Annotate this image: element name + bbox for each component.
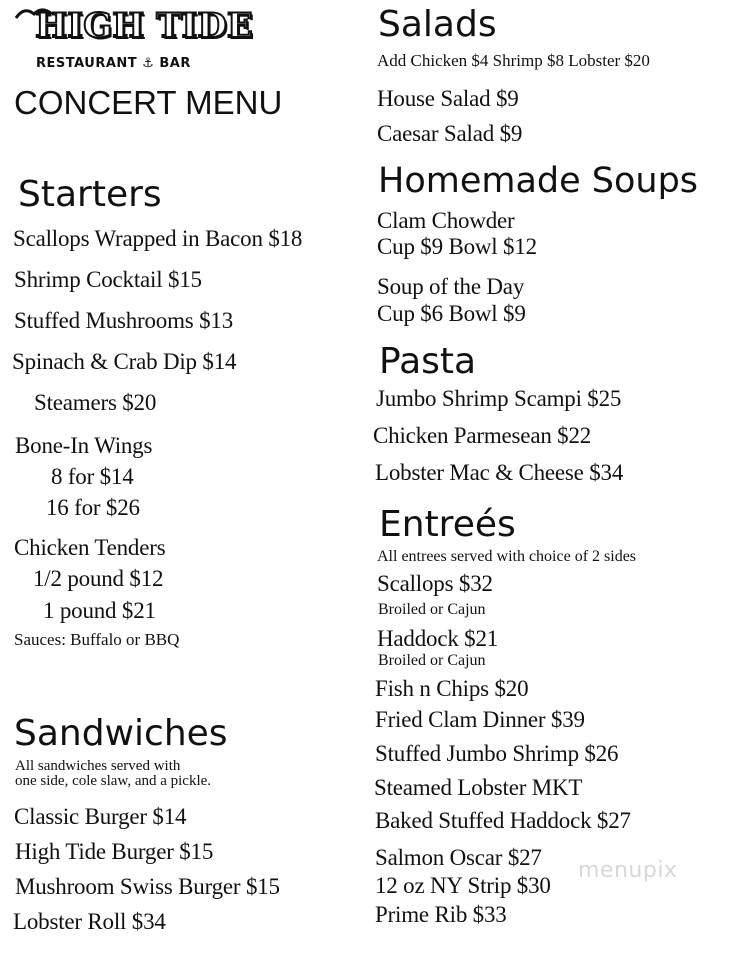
pasta-item: Lobster Mac & Cheese $34 — [375, 460, 624, 485]
salads-heading: Salads — [378, 4, 497, 45]
tenders-option: 1/2 pound $12 — [33, 566, 164, 591]
pasta-item: Jumbo Shrimp Scampi $25 — [376, 386, 622, 411]
soup-prices: Cup $9 Bowl $12 — [377, 234, 537, 259]
entree-item: Stuffed Jumbo Shrimp $26 — [375, 741, 619, 766]
entree-item: 12 oz NY Strip $30 — [375, 873, 551, 898]
wings-option: 8 for $14 — [51, 464, 134, 489]
restaurant-logo — [16, 4, 272, 54]
entree-item: Salmon Oscar $27 — [375, 845, 542, 870]
watermark: menupix — [578, 858, 678, 883]
tenders-option: 1 pound $21 — [43, 598, 156, 623]
entree-item: Haddock $21 — [377, 626, 499, 651]
wings-label: Bone-In Wings — [15, 433, 153, 458]
entree-item: Prime Rib $33 — [375, 902, 507, 927]
starters-heading: Starters — [18, 174, 162, 215]
sandwiches-note: All sandwiches served with — [15, 758, 181, 774]
salad-item: House Salad $9 — [377, 86, 519, 111]
logo-tagline: RESTAURANT ⚓ BAR — [36, 56, 191, 71]
sandwich-item: Classic Burger $14 — [14, 804, 187, 829]
entree-item: Scallops $32 — [377, 571, 493, 596]
entree-item: Steamed Lobster MKT — [374, 775, 583, 800]
starter-item: Scallops Wrapped in Bacon $18 — [13, 226, 303, 251]
sandwich-item: Lobster Roll $34 — [13, 909, 166, 934]
soup-name: Soup of the Day — [377, 274, 525, 299]
starter-item: Stuffed Mushrooms $13 — [14, 308, 233, 333]
salads-addons: Add Chicken $4 Shrimp $8 Lobster $20 — [377, 51, 650, 70]
wings-option: 16 for $26 — [46, 495, 140, 520]
logo-name: HIGH TIDE — [35, 6, 253, 46]
tenders-label: Chicken Tenders — [14, 535, 166, 560]
soups-heading: Homemade Soups — [378, 161, 699, 201]
soup-name: Clam Chowder — [377, 208, 515, 233]
entrees-heading: Entreés — [379, 504, 516, 545]
starter-item: Shrimp Cocktail $15 — [14, 267, 202, 292]
entree-item: Baked Stuffed Haddock $27 — [375, 808, 631, 833]
entrees-note: All entrees served with choice of 2 sides — [377, 548, 637, 565]
salad-item: Caesar Salad $9 — [377, 121, 523, 146]
soup-prices: Cup $6 Bowl $9 — [377, 301, 526, 326]
sauces-note: Sauces: Buffalo or BBQ — [14, 630, 180, 649]
sandwiches-heading: Sandwiches — [14, 713, 228, 754]
sandwich-item: High Tide Burger $15 — [15, 839, 214, 864]
pasta-heading: Pasta — [379, 341, 477, 382]
sandwich-item: Mushroom Swiss Burger $15 — [15, 874, 280, 899]
entree-option: Broiled or Cajun — [378, 652, 486, 669]
starter-item: Spinach & Crab Dip $14 — [12, 349, 237, 374]
menu-title: CONCERT MENU — [14, 84, 283, 121]
entree-item: Fried Clam Dinner $39 — [375, 707, 585, 732]
starter-item: Steamers $20 — [34, 390, 157, 415]
entree-option: Broiled or Cajun — [378, 601, 486, 618]
entree-item: Fish n Chips $20 — [375, 676, 529, 701]
pasta-item: Chicken Parmesean $22 — [373, 423, 592, 448]
sandwiches-note: one side, cole slaw, and a pickle. — [15, 773, 212, 789]
